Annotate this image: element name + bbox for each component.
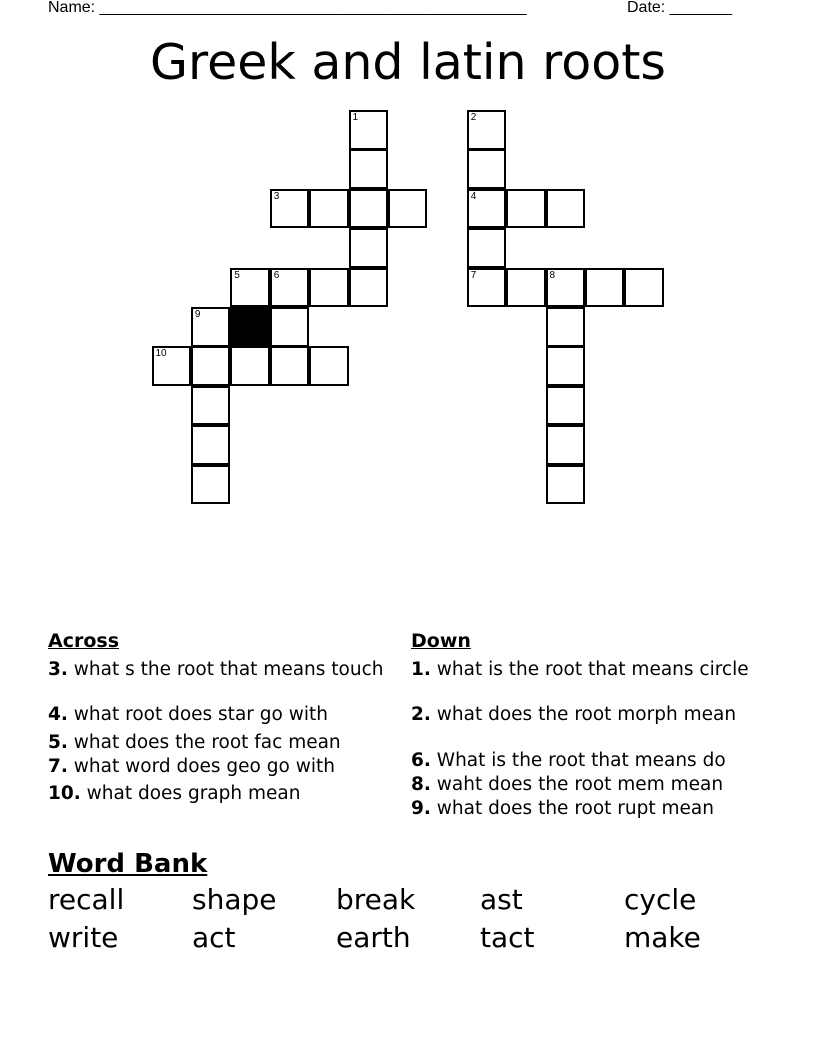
crossword-cell[interactable]	[270, 189, 310, 229]
crossword-cell[interactable]	[349, 110, 389, 150]
crossword-cell[interactable]	[585, 268, 625, 308]
date-field-label: Date: _______	[627, 0, 732, 16]
across-clue: 7. what word does geo go with	[48, 756, 335, 777]
across-clue: 3. what s the root that means touch	[48, 659, 384, 680]
word-bank-word: earth	[336, 921, 411, 954]
crossword-cell[interactable]	[467, 149, 507, 189]
crossword-cell[interactable]	[191, 386, 231, 426]
down-clue: 6. What is the root that means do	[411, 750, 726, 771]
crossword-cell[interactable]	[191, 425, 231, 465]
word-bank-word: cycle	[624, 883, 697, 916]
crossword-cell[interactable]	[546, 307, 586, 347]
crossword-cell[interactable]	[349, 189, 389, 229]
crossword-block	[230, 307, 270, 347]
down-clue: 9. what does the root rupt mean	[411, 798, 714, 819]
crossword-cell[interactable]	[230, 346, 270, 386]
across-clue: 4. what root does star go with	[48, 704, 328, 725]
crossword-cell[interactable]	[349, 149, 389, 189]
crossword-cell[interactable]	[191, 346, 231, 386]
crossword-cell[interactable]	[506, 268, 546, 308]
crossword-cell[interactable]	[349, 268, 389, 308]
word-bank-word: make	[624, 921, 701, 954]
clue-number: 9	[194, 309, 201, 320]
crossword-cell[interactable]	[191, 465, 231, 505]
clue-number: 1	[352, 112, 359, 123]
crossword-cell[interactable]	[546, 386, 586, 426]
word-bank-word: act	[192, 921, 236, 954]
word-bank-word: break	[336, 883, 416, 916]
crossword-cell[interactable]	[349, 228, 389, 268]
crossword-cell[interactable]	[270, 346, 310, 386]
crossword-cell[interactable]	[546, 268, 586, 308]
clue-number: 5	[234, 269, 240, 281]
down-clue: 1. what is the root that means circle	[411, 659, 749, 680]
crossword-cell[interactable]	[388, 189, 428, 229]
across-heading: Across	[48, 630, 120, 652]
down-heading: Down	[411, 630, 471, 652]
crossword-cell[interactable]	[191, 307, 231, 347]
word-bank-word: recall	[48, 883, 125, 916]
page-title: Greek and latin roots	[150, 34, 666, 91]
clue-number: 10	[155, 348, 167, 360]
crossword-cell[interactable]	[230, 268, 270, 308]
word-bank-word: shape	[192, 883, 277, 916]
across-clue: 10. what does graph mean	[48, 783, 301, 804]
crossword-cell[interactable]	[270, 307, 310, 347]
clue-number: 6	[273, 269, 280, 281]
crossword-cell[interactable]	[467, 268, 507, 308]
clue-number: 4	[470, 190, 477, 202]
crossword-cell[interactable]	[309, 268, 349, 308]
crossword-cell[interactable]	[546, 465, 586, 505]
crossword-cell[interactable]	[152, 346, 192, 386]
crossword-cell[interactable]	[546, 425, 586, 465]
crossword-cell[interactable]	[270, 268, 310, 308]
name-field-label: Name: ________________________________________________	[48, 0, 527, 16]
clue-number: 7	[470, 269, 477, 281]
crossword-cell[interactable]	[546, 346, 586, 386]
clue-number: 3	[273, 190, 280, 202]
down-clue: 2. what does the root morph mean	[411, 704, 737, 725]
word-bank-title: Word Bank	[48, 849, 208, 879]
across-clue: 5. what does the root fac mean	[48, 732, 341, 753]
crossword-cell[interactable]	[546, 189, 586, 229]
clue-number: 8	[549, 269, 556, 281]
crossword-cell[interactable]	[624, 268, 664, 308]
word-bank-word: write	[48, 921, 119, 954]
crossword-cell[interactable]	[309, 346, 349, 386]
crossword-cell[interactable]	[467, 189, 507, 229]
down-clue: 8. waht does the root mem mean	[411, 774, 724, 795]
crossword-cell[interactable]	[467, 110, 507, 150]
word-bank-word: tact	[480, 921, 535, 954]
word-bank-word: ast	[480, 883, 523, 916]
crossword-cell[interactable]	[309, 189, 349, 229]
crossword-cell[interactable]	[506, 189, 546, 229]
clue-number: 2	[470, 112, 477, 123]
crossword-cell[interactable]	[467, 228, 507, 268]
